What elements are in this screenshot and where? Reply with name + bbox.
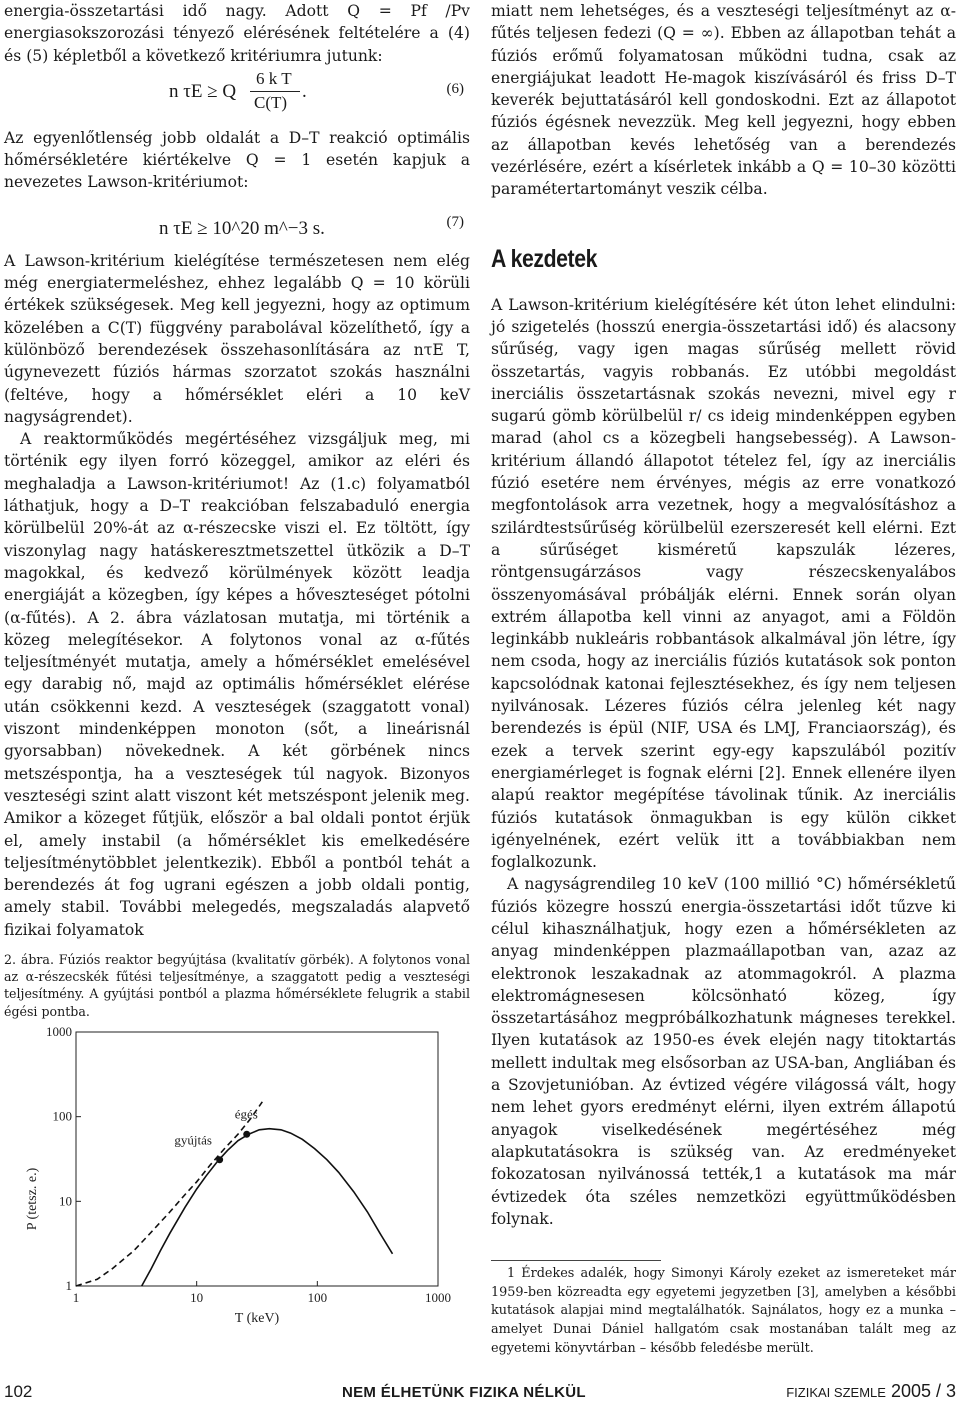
figure-2-chart bbox=[4, 1024, 470, 1334]
eq6-number: (6) bbox=[446, 80, 464, 97]
paragraph-burn bbox=[491, 0, 956, 201]
y-tick-label-0: 1 bbox=[65, 1277, 72, 1293]
paragraph-reactor bbox=[4, 428, 470, 941]
eq6-denominator: C(T) bbox=[254, 92, 288, 112]
footnote bbox=[491, 1265, 956, 1358]
y-tick-label-2: 100 bbox=[52, 1108, 72, 1124]
footnote-rule bbox=[491, 1260, 661, 1261]
chart-labels bbox=[25, 1107, 280, 1326]
journal-section-title: NEM ÉLHETÜNK FIZIKA NÉLKÜL bbox=[342, 1384, 586, 1401]
section-heading: A kezdetek bbox=[491, 244, 597, 273]
x-tick-label-1: 10 bbox=[190, 1289, 204, 1305]
issue-number: 2005 / 3 bbox=[890, 1381, 956, 1401]
journal-issue bbox=[786, 1381, 956, 1402]
y-axis-label: P (tetsz. e.) bbox=[25, 1167, 40, 1231]
x-tick-label-2: 100 bbox=[307, 1289, 328, 1305]
equation-6 bbox=[4, 67, 470, 127]
paragraph-burn-text: miatt nem lehetséges, és a veszteségi teljesítményt az α-fűtés teljesen fedezi (Q = ∞). Ebben az állapotban tehát a fúziós erőmű folyamatosan működni tudna, csak az energiájukat leadott He-magok kiszívásáról és friss D–T keverék bejuttatásáról kell gondoskodni. Ezt az állapotot fúziós égésnek nevezzük. Meg kell jegyezni, hogy ebben az állapotban kevés lehetőség van a berendezés vezérlésére, ezért a kísérletek inkább a Q = 10–30 közötti paramétertartományt veszik célba. bbox=[491, 2, 956, 199]
chart-frame bbox=[76, 1032, 438, 1286]
left-column bbox=[4, 0, 470, 1334]
eq6-numerator: 6 k T bbox=[256, 68, 292, 88]
figure-caption-text: 2. ábra. Fúziós reaktor begyújtása (kvalitatív görbék). A folytonos vonal az α-részecskék fűtési teljesítménye, a szaggatott pedig a veszteségi teljesítmény. A gyújtási pontból a plazma hőmérséklete felugrik a stabil égési pontba. bbox=[4, 951, 470, 1019]
x-tick-label-0: 1 bbox=[72, 1289, 80, 1305]
page-footer bbox=[0, 1378, 960, 1408]
point-ignition bbox=[216, 1156, 223, 1163]
paragraph-beginnings-text: A Lawson-kritérium kielégítésére két úton lehet elindulni: jó szigetelés (hosszú energia-összetartási idő) és alacsony sűrűség, vagy igen magas sűrűség mellett rövid összetartás, vagyis robbanás. Ez utóbbi megoldást inerciális összetartásnak szokás nevezni, mivel egy r sugarú gömb körülbelül r/ cs ideig mindenképpen egyben marad (ahol cs a közegbeli hangsebesség). A Lawson-kritérium állandó állapotot tételez fel, így az inerciális fúzió esetére nem érvényes, mégis az erre vonatkozó megfontolások arra vezetnek, hogy a megvalósításhoz a szilárdtestsűrűség körülbelül ezerszeresét kell elérni. Ezt a sűrűséget kisméretű kapszulák lézeres, röntgensugárzásos vagy részecskenyalábos összenyomásával próbálják elérni. Ennek során olyan extrém állapotba kell vinni az anyagot, ami a Földön leginkább nukleáris robbantások alkalmával jön létre, így nem csoda, hogy az inerciális fúziós kutatások sok ponton kapcsolódnak katonai fejlesztésekhez, és így nem teljesen nyilvánosak. Lézeres fúziós célra jelenleg két nagy berendezés is épül (NIF, USA és LMJ, Franciaország), és ezek a tervek szerint egy-egy kapszulából pozitív energiamérleget is fognak elérni [2]. Ennek ellenére ilyen alapú reaktor megépítése távolinak tűnik. Az inerciális fúziós kutatások önmagukban is egy külön cikket igényelnének, ezért velük itt a továbbiakban nem foglalkozunk. bbox=[491, 295, 956, 872]
paragraph-q10-text: A Lawson-kritérium kielégítése természetesen nem elég még energiatermeléshez, ehhez legalább Q = 10 körüli értékek szükségesek. Meg kell jegyezni, hogy az optimum közelében a C(T) függvény parabolával közelíthető, így a különböző berendezések összehasonlítására az nτE T, úgynevezett fúziós hármas szorzatot szokás használni (feltéve, hogy a hőmérséklet eléri a 10 keV nagyságrendet). bbox=[4, 251, 470, 426]
paragraph-lawson-text: Az egyenlőtlenség jobb oldalát a D–T reakció optimális hőmérsékletére kiértékelve Q = 1 esetén kapjuk a nevezetes Lawson-kritériumot: bbox=[4, 128, 470, 192]
y-tick-label-3: 1000 bbox=[46, 1023, 72, 1039]
x-axis-label: T (keV) bbox=[234, 1310, 280, 1326]
paragraph-q10 bbox=[4, 250, 470, 428]
paragraph-beginnings bbox=[491, 294, 956, 874]
journal-name: FIZIKAI SZEMLE bbox=[786, 1385, 886, 1400]
x-tick-label-3: 1000 bbox=[425, 1289, 451, 1305]
loss-power-curve bbox=[76, 1102, 262, 1286]
annotation-burn: égés bbox=[234, 1106, 258, 1122]
right-column bbox=[491, 0, 956, 1358]
eq7-text: n τE ≥ 10^20 m^−3 s. bbox=[159, 217, 325, 239]
annotation-ignition: gyújtás bbox=[174, 1132, 212, 1148]
paragraph-reactor-text: A reaktorműködés megértéséhez vizsgáljuk meg, mi történik egy ilyen forró közeggel, amikor az eléri és meghaladja a Lawson-kritériumot! Az (1.c) folyamatból láthatjuk, hogy a D–T reakcióban felszabaduló energia körülbelül 20%-át az α-részecske viszi el. Ez töltött, így viszonylag nagy hatáskeresztmetszettel ütközik a D–T magokkal, és kedvező körülmények között leadja energiáját a közegben, így képes a hőveszteséget pótolni (α-fűtés). A 2. ábra vázlatosan mutatja, mi történik a közeg melegítésekor. A folytonos vonal az α-fűtés teljesítményét mutatja, amely a hőmérséklet emelésével egy darabig nő, majd az optimális hőmérséklet elérése után csökkenni kezd. A veszteségek (szaggatott vonal) viszont mindenképpen monoton (sőt, a lineárisnál gyorsabban) növekednek. A két görbének nincs metszéspontja, ha a veszteségek túl nagyok. Bizonyos veszteségi szint alatt viszont két metszéspont jelenik meg. Amikor a közeget fűtjük, először a bal oldali pontot érjük el, amely instabil (a hőmérséklet kis emelkedésére teljesítménytöbblet jelentkezik). Ebből a pontból tehát a berendezés át fog ugrani egészen a jobb oldali pontig, amely stabil. További melegedés, megszaladás alapvető fizikai folyamatok bbox=[4, 430, 470, 939]
equation-7 bbox=[4, 194, 470, 250]
eq6-lhs: n τE ≥ Q bbox=[169, 80, 237, 102]
paragraph-plasma-text: A nagyságrendileg 10 keV (100 millió °C) hőmérsékletű fúziós közegre hosszú energia-összetartási időt tűzve ki célul kihasználhatjuk, hogy ezen a hőmérsékleten az anyag mindenképpen plazmaállapotban van, azaz az elektronok leszakadnak az atommagokról. A plazma elektromágnesesen kölcsönható közeg, így összetartásához megpróbálkozhatunk mágneses terekkel. Ilyen kutatások az 1950-es évek elején nagy titoktartás mellett indultak meg elsősorban az USA-ban, Angliában és a Szovjetunióban. Az évtized végére világossá vált, hogy nem lehet gyors eredményt elérni, ilyen extrém állapotú anyagok viselkedésének megértéséhez még alapkutatásokra is szükség van. Az eredményeket fokozatosan nyilvánossá tették,1 a kutatások ma már évtizedek óta széles nemzetközi együttműködésben folynak. bbox=[491, 875, 956, 1228]
footnote-text: 1 Érdekes adalék, hogy Simonyi Károly ezeket az ismereteket már 1959-ben közreadta egy egyetemi jegyzetben [3], amelyben a későbbi kutatások alapjai mind megtalálhatók. Sajnálatos, hogy ez a munka – amelyet Dunai Dániel hallgatóm csak mostanában talált meg az egyetemi könyvtárban – később feledésbe merült. bbox=[491, 1266, 956, 1356]
paragraph-intro-text: energia-összetartási idő nagy. Adott Q = Pf /Pv energiasokszorozási tényező elérésének feltételére a (4) és (5) képletből a következő kritériumra jutunk: bbox=[4, 2, 470, 65]
eq6-tail: . bbox=[302, 80, 307, 102]
figure-caption bbox=[4, 951, 470, 1020]
y-tick-label-1: 10 bbox=[59, 1193, 72, 1209]
paragraph-plasma bbox=[491, 873, 956, 1230]
page-number: 102 bbox=[4, 1382, 33, 1401]
eq7-number: (7) bbox=[446, 213, 464, 230]
point-burn bbox=[243, 1131, 250, 1138]
alpha-heating-curve bbox=[142, 1128, 393, 1285]
paragraph-lawson bbox=[4, 127, 470, 194]
paragraph-intro bbox=[4, 0, 470, 67]
chart-series bbox=[76, 1102, 393, 1286]
eq6-fraction-bar bbox=[250, 91, 300, 92]
chart-axes bbox=[46, 1024, 451, 1305]
